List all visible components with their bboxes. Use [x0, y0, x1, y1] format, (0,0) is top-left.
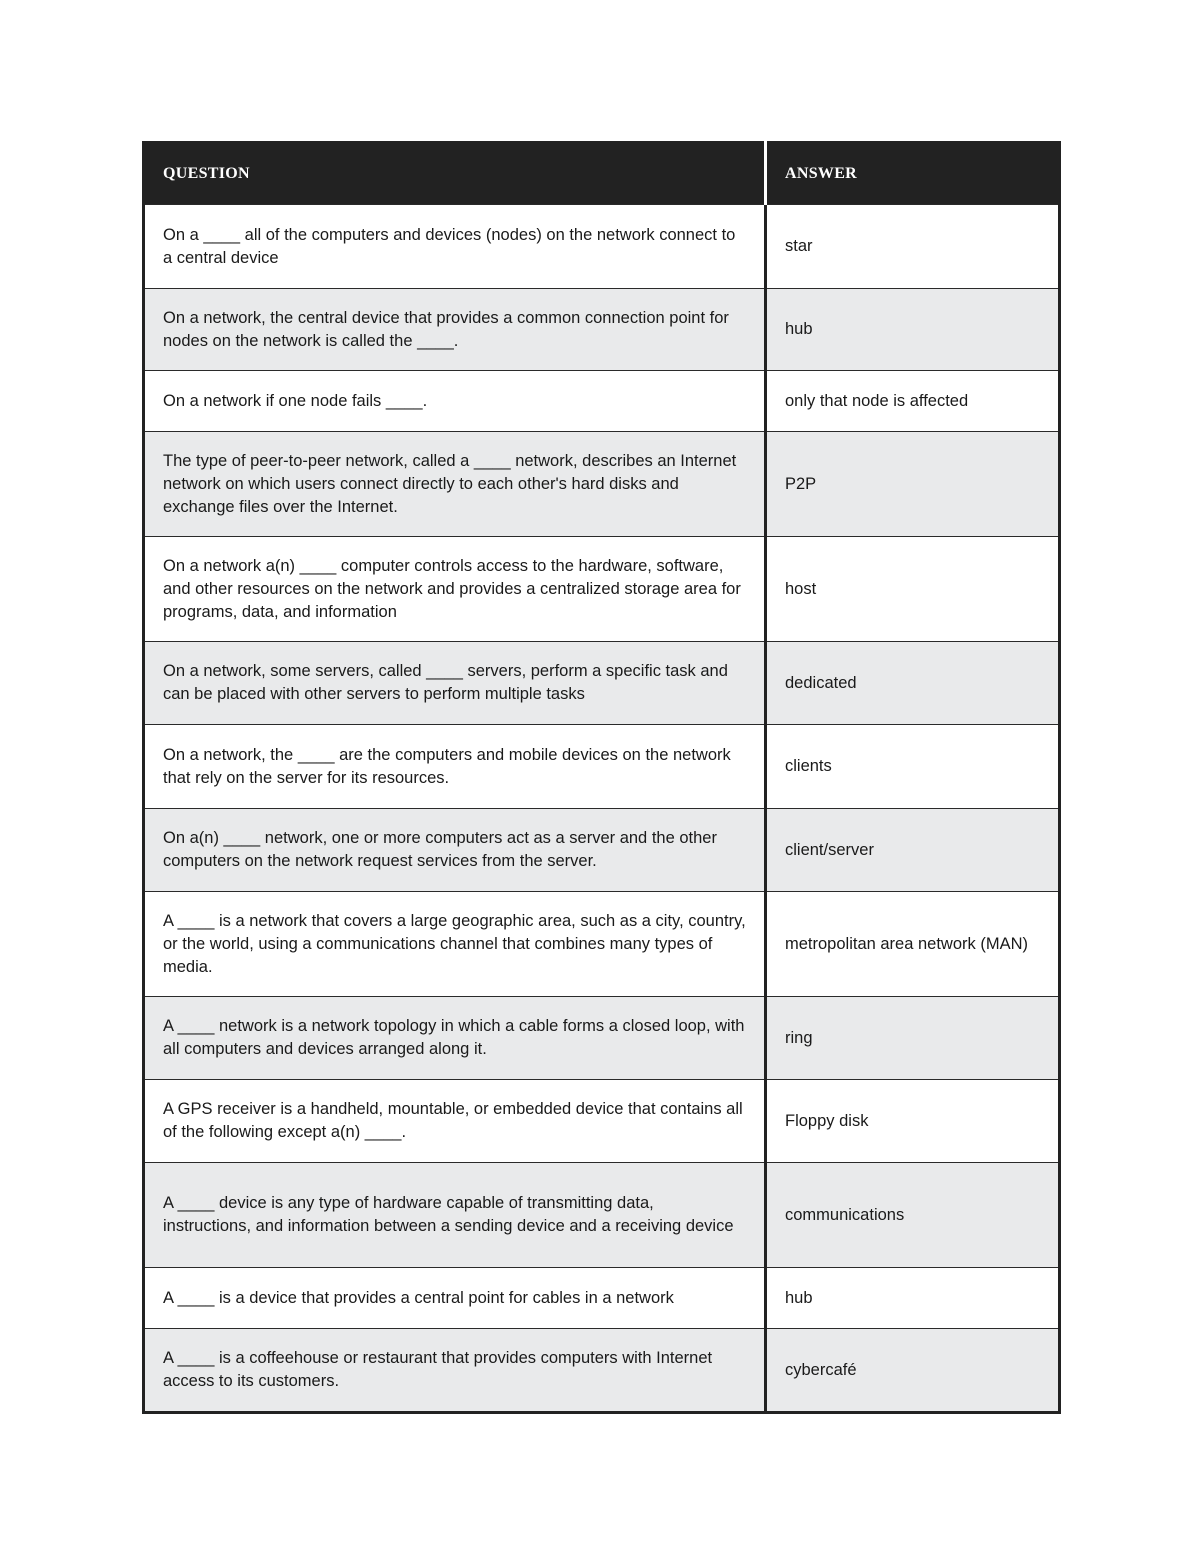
answer-cell: communications: [766, 1163, 1060, 1268]
answer-cell: metropolitan area network (MAN): [766, 892, 1060, 997]
question-cell: A ____ is a network that covers a large geographic area, such as a city, country, or the world, using a communications channel that combines many types of media.: [144, 892, 766, 997]
answer-cell: hub: [766, 289, 1060, 371]
question-cell: A ____ device is any type of hardware capable of transmitting data, instructions, and information between a sending device and a receiving device: [144, 1163, 766, 1268]
question-cell: A ____ is a coffeehouse or restaurant that provides computers with Internet access to its customers.: [144, 1329, 766, 1413]
table-row: [144, 289, 1060, 371]
answer-cell: ring: [766, 997, 1060, 1080]
question-cell: On a network, some servers, called ____ servers, perform a specific task and can be placed with other servers to perform multiple tasks: [144, 642, 766, 725]
question-cell: On a network if one node fails ____.: [144, 371, 766, 432]
table-row: [144, 997, 1060, 1080]
question-cell: The type of peer-to-peer network, called a ____ network, describes an Internet network on which users connect directly to each other's hard disks and exchange files over the Internet.: [144, 432, 766, 537]
question-cell: On a network, the ____ are the computers and mobile devices on the network that rely on the server for its resources.: [144, 725, 766, 809]
table-row: [144, 1080, 1060, 1163]
answer-cell: host: [766, 537, 1060, 642]
answer-cell: client/server: [766, 809, 1060, 892]
answer-cell: clients: [766, 725, 1060, 809]
answer-cell: only that node is affected: [766, 371, 1060, 432]
answer-cell: star: [766, 205, 1060, 289]
answer-column-header: ANSWER: [766, 143, 1060, 205]
answer-cell: dedicated: [766, 642, 1060, 725]
table-header-row: [144, 143, 1060, 205]
table-row: [144, 1163, 1060, 1268]
question-cell: On a network, the central device that provides a common connection point for nodes on the network is called the ____.: [144, 289, 766, 371]
table-row: [144, 205, 1060, 289]
table-row: [144, 642, 1060, 725]
table-row: [144, 892, 1060, 997]
question-cell: On a(n) ____ network, one or more computers act as a server and the other computers on the network request services from the server.: [144, 809, 766, 892]
question-answer-table: [142, 141, 1061, 1414]
table-row: [144, 725, 1060, 809]
table-row: [144, 537, 1060, 642]
table-row: [144, 371, 1060, 432]
question-column-header: QUESTION: [144, 143, 766, 205]
question-cell: On a ____ all of the computers and devices (nodes) on the network connect to a central device: [144, 205, 766, 289]
question-cell: A ____ is a device that provides a central point for cables in a network: [144, 1268, 766, 1329]
table-row: [144, 809, 1060, 892]
question-cell: A GPS receiver is a handheld, mountable, or embedded device that contains all of the following except a(n) ____.: [144, 1080, 766, 1163]
table-row: [144, 432, 1060, 537]
answer-cell: Floppy disk: [766, 1080, 1060, 1163]
answer-cell: cybercafé: [766, 1329, 1060, 1413]
answer-cell: hub: [766, 1268, 1060, 1329]
question-cell: On a network a(n) ____ computer controls access to the hardware, software, and other resources on the network and provides a centralized storage area for programs, data, and information: [144, 537, 766, 642]
question-cell: A ____ network is a network topology in which a cable forms a closed loop, with all computers and devices arranged along it.: [144, 997, 766, 1080]
table-row: [144, 1268, 1060, 1329]
answer-cell: P2P: [766, 432, 1060, 537]
table-row: [144, 1329, 1060, 1413]
